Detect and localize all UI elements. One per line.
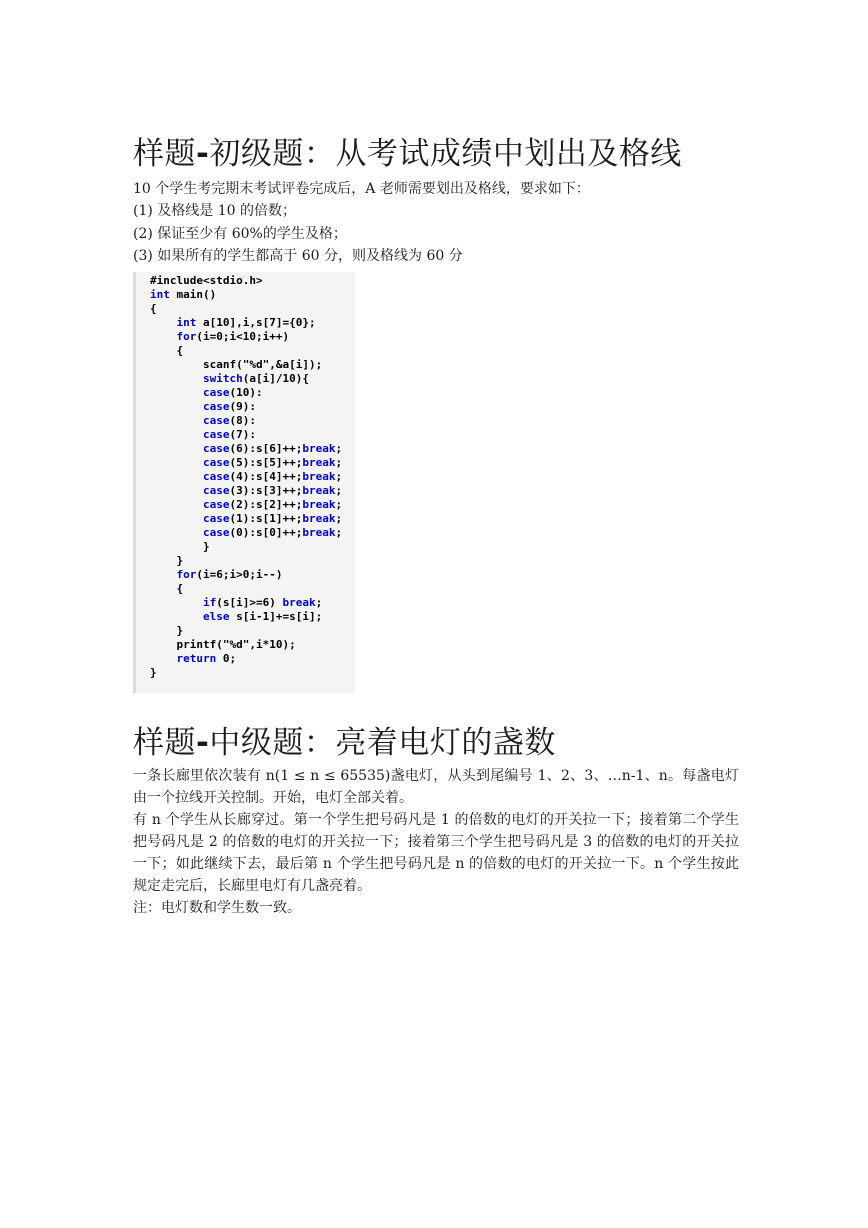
code-line: } (150, 539, 210, 553)
code-keyword: break (302, 497, 336, 511)
code-keyword: break (302, 511, 336, 525)
code-keyword: case (202, 455, 230, 469)
code-keyword: case (202, 399, 230, 413)
code-keyword: break (302, 455, 336, 469)
code-line: } (150, 623, 184, 637)
code-keyword: case (202, 525, 230, 539)
section1-heading-prefix: 样题 (133, 136, 196, 172)
code-line: { (150, 581, 184, 595)
code-line: case(8): (202, 413, 256, 427)
code-line: int main() (150, 287, 217, 301)
code-keyword: case (202, 441, 230, 455)
code-block (133, 272, 355, 693)
code-keyword: break (302, 525, 336, 539)
code-listing (136, 272, 355, 680)
section2-heading (133, 723, 739, 763)
code-line: switch(a[i]/10){ (202, 371, 309, 385)
code-keyword: int (150, 287, 170, 301)
code-line: #include<stdio.h> (150, 273, 263, 287)
code-line: } (150, 553, 184, 567)
code-line: printf("%d",i*10); (150, 637, 296, 651)
code-keyword: return (176, 651, 217, 665)
code-keyword: case (202, 385, 230, 399)
requirement-2: (2) 保证至少有 60%的学生及格； (133, 225, 347, 242)
section1-heading-dash: - (196, 136, 210, 172)
section1-heading-title: 初级题：从考试成绩中划出及格线 (209, 136, 682, 172)
code-keyword: case (202, 469, 230, 483)
code-line: case(2):s[2]++;break; (202, 497, 343, 511)
section1-heading (133, 134, 739, 174)
code-line: case(6):s[6]++;break; (202, 441, 343, 455)
code-line: case(9): (202, 399, 256, 413)
code-keyword: else (202, 609, 230, 623)
code-line: } (150, 665, 157, 679)
code-keyword: break (302, 483, 336, 497)
code-line: case(1):s[1]++;break; (202, 511, 343, 525)
code-keyword: case (202, 511, 230, 525)
code-line: scanf("%d",&a[i]); (150, 357, 323, 371)
code-line: { (150, 301, 157, 315)
section2-paragraph-2: 有 n 个学生从长廊穿过。第一个学生把号码凡是 1 的倍数的电灯的开关拉一下；接着第二个学生把号码凡是 2 的倍数的电灯的开关拉一下；接着第三个学生把号码凡是 3 的倍数的电灯的开关拉一下；如此继续下去，最后第 n 个学生把号码凡是 n 的倍数的电灯的开关拉一下。n 个学生按此规定走完后，长廊里电灯有几盏亮着。 (133, 811, 739, 894)
code-keyword: case (202, 497, 230, 511)
code-line: case(4):s[4]++;break; (202, 469, 343, 483)
code-line: case(7): (202, 427, 256, 441)
section2-heading-title: 中级题：亮着电灯的盏数 (209, 724, 556, 761)
code-keyword: case (202, 427, 230, 441)
code-keyword: case (202, 413, 230, 427)
code-keyword: for (176, 567, 197, 581)
code-line: int a[10],i,s[7]={0}; (176, 315, 316, 329)
code-line: for(i=0;i<10;i++) (176, 329, 290, 343)
document-page (133, 134, 739, 919)
code-keyword: for (176, 329, 197, 343)
code-line: for(i=6;i>0;i--) (176, 567, 283, 581)
code-line: case(0):s[0]++;break; (202, 525, 343, 539)
code-line: case(3):s[3]++;break; (202, 483, 343, 497)
section2-heading-dash: - (196, 724, 210, 761)
code-keyword: break (302, 441, 336, 455)
code-line: case(10): (202, 385, 263, 399)
section2-paragraph-1: 一条长廊里依次装有 n(1 ≤ n ≤ 65535)盏电灯，从头到尾编号 1、2、3、…n-1、n。每盏电灯由一个拉线开关控制。开始，电灯全部关着。 (133, 767, 739, 806)
requirement-1: (1) 及格线是 10 的倍数； (133, 203, 296, 219)
section2-body (133, 765, 739, 919)
code-keyword: if (202, 595, 217, 609)
code-line: return 0; (176, 651, 237, 665)
section2-paragraph-3: 注：电灯数和学生数一致。 (133, 899, 301, 916)
code-keyword: break (302, 469, 336, 483)
code-line: case(5):s[5]++;break; (202, 455, 343, 469)
code-keyword: switch (202, 371, 243, 385)
requirement-3: (3) 如果所有的学生都高于 60 分，则及格线为 60 分 (133, 248, 463, 264)
section2-heading-prefix: 样题 (133, 724, 196, 761)
code-line: if(s[i]>=6) break; (202, 595, 323, 609)
code-keyword: int (176, 315, 197, 329)
code-keyword: break (282, 595, 316, 609)
code-line: else s[i-1]+=s[i]; (202, 609, 323, 623)
code-keyword: case (202, 483, 230, 497)
section1-intro: 10 个学生考完期末考试评卷完成后，A 老师需要划出及格线，要求如下： (133, 181, 590, 197)
code-line: { (150, 343, 184, 357)
